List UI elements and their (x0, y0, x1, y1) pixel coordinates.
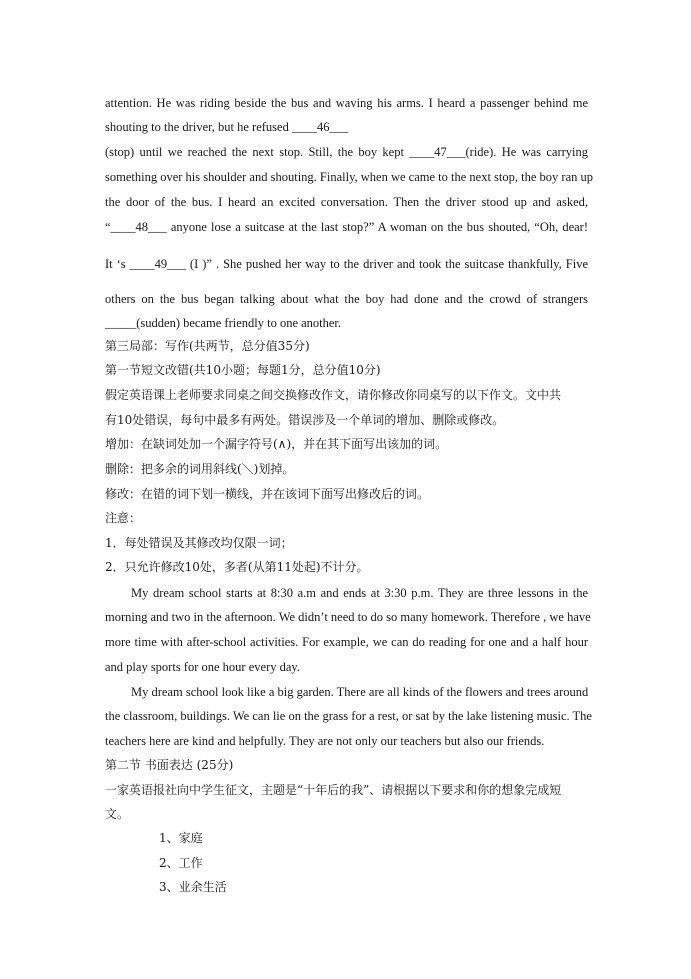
cloze-line: shouting to the driver, but he refused ____46___ (105, 120, 349, 134)
cloze-line: “____48___ anyone lose a suitcase at the last stop?” A woman on the bus shouted, “Oh, dear! (105, 220, 588, 234)
list-item: 1、家庭 (159, 831, 203, 845)
list-item: 2、工作 (159, 856, 203, 870)
essay-line: teachers here are kind and helpfully. They are not only our teachers but also our friends. (105, 734, 545, 748)
essay-line: and play sports for one hour every day. (105, 660, 300, 674)
essay-line: morning and two in the afternoon. We didn’t need to do so many homework. Therefore , we have (105, 610, 591, 624)
cloze-line: the door of the bus. I heard an excited conversation. Then the driver stood up and asked, (105, 195, 588, 209)
cloze-line: attention. He was riding beside the bus and waving his arms. I heard a passenger behind me (105, 96, 588, 110)
section1-title: 第一节短文改错(共10小题；每题1分，总分值10分) (105, 363, 381, 377)
section2-title: 第二节 书面表达 (25分) (105, 758, 234, 772)
cloze-line: It ‘s ____49___ (I )” . She pushed her way to the driver and took the suitcase thankfully, Five (105, 257, 588, 271)
cloze-line: something over his shoulder and shouting. Finally, when we came to the next stop, the boy ran up (105, 170, 593, 184)
note-item: 1．每处错误及其修改均仅限一词； (105, 536, 293, 550)
part3-title: 第三局部：写作(共两节，总分值35分) (105, 339, 310, 353)
note-label: 注意： (105, 511, 142, 525)
essay-line: more time with after-school activities. For example, we can do reading for one and a half hour (105, 635, 588, 649)
cloze-line: others on the bus began talking about what the boy had done and the crowd of strangers (105, 292, 588, 306)
essay-line: My dream school look like a big garden. There are all kinds of the flowers and trees around (131, 685, 589, 699)
note-item: 2．只允许修改10处，多者(从第11处起)不计分。 (105, 560, 369, 574)
essay-line: My dream school starts at 8:30 a.m and ends at 3:30 p.m. They are three lessons in the (131, 586, 588, 600)
section2-intro-line: 一家英语报社向中学生征文，主题是“十年后的我”、请根据以下要求和你的想象完成短 (105, 783, 562, 797)
rule-modify: 修改：在错的词下划一横线，并在该词下面写出修改后的词。 (105, 487, 430, 501)
rule-delete: 删除：把多余的词用斜线(＼)划掉。 (105, 462, 295, 476)
list-item: 3、业余生活 (159, 880, 227, 894)
rule-add: 增加：在缺词处加一个漏字符号(∧)，并在其下面写出该加的词。 (105, 437, 448, 451)
essay-line: the classroom, buildings. We can lie on the grass for a rest, or sat by the lake listening music. The (105, 709, 592, 723)
section1-intro-line: 假定英语课上老师要求同桌之间交换修改作文，请你修改你同桌写的以下作文。文中共 (105, 388, 562, 402)
section2-intro-line: 文。 (105, 807, 130, 821)
cloze-line: (stop) until we reached the next stop. Still, the boy kept ____47___(ride). He was carrying (105, 145, 588, 159)
section1-intro-line: 有10处错误，每句中最多有两处。错误涉及一个单词的增加、删除或修改。 (105, 413, 505, 427)
cloze-line: _____(sudden) became friendly to one another. (105, 316, 342, 330)
